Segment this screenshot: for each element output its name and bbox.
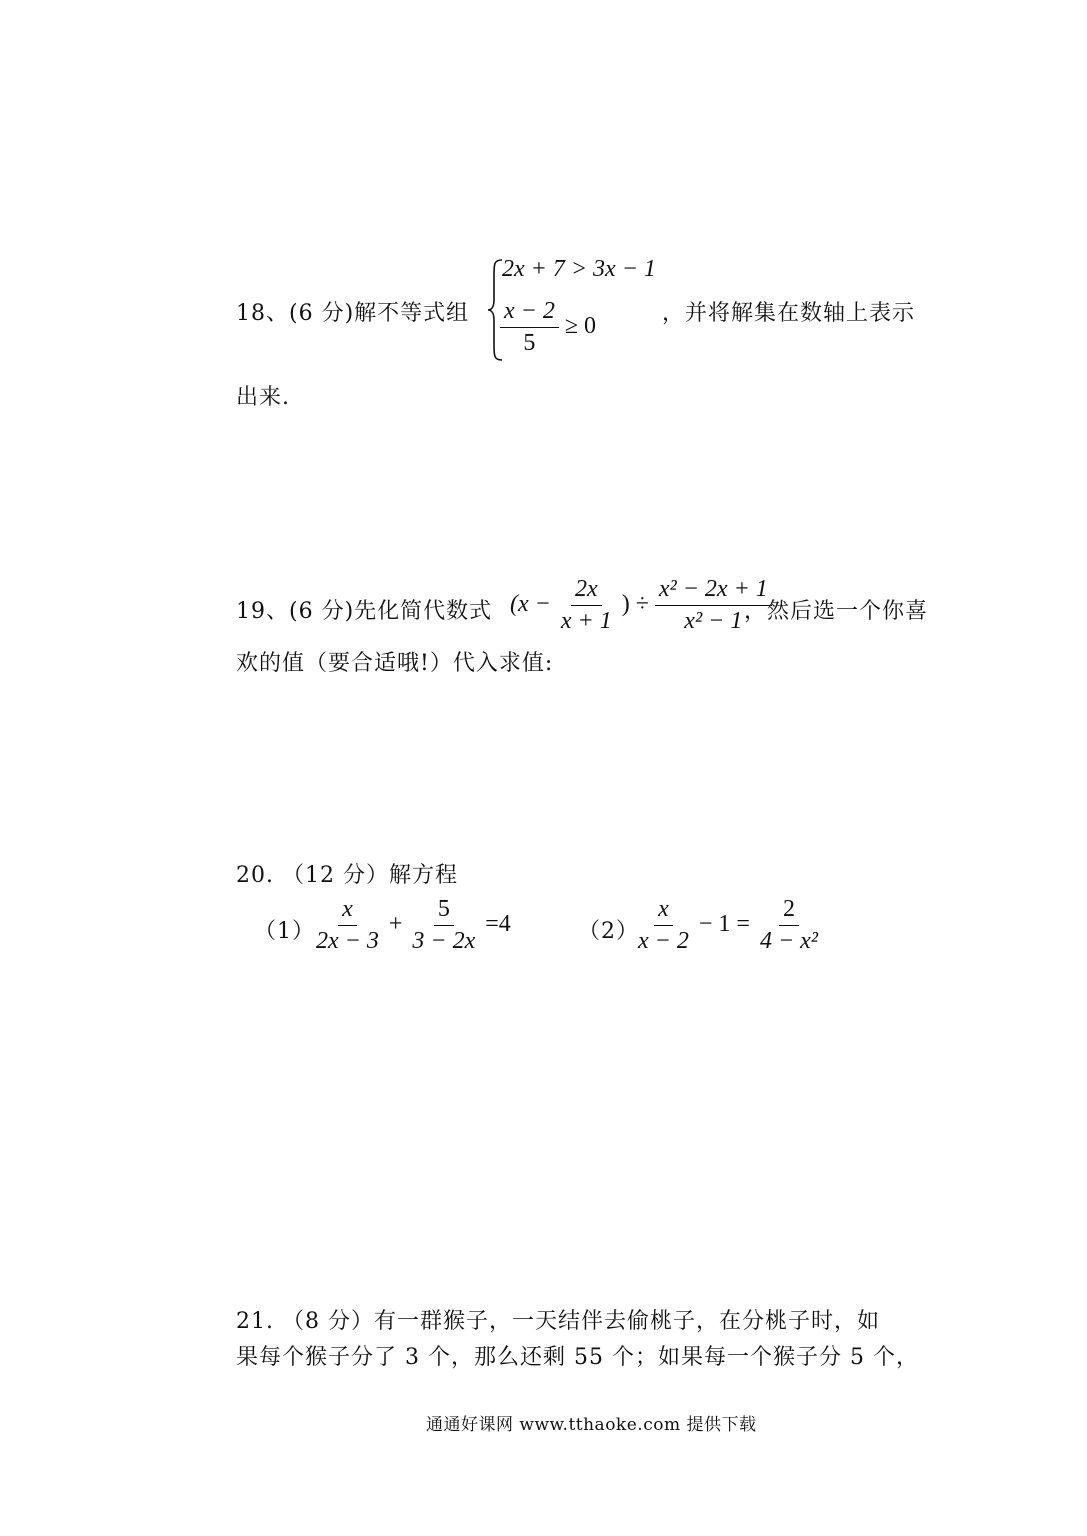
q20-part2-label: （2） xyxy=(578,919,639,944)
q19-expr-open: (x − xyxy=(510,591,551,618)
q20-p1-frac1-denominator: 2x − 3 xyxy=(316,928,379,954)
q19-expr-divide: ) ÷ xyxy=(621,591,649,618)
q20-p2-frac1-denominator: x − 2 xyxy=(638,928,689,954)
q18-suffix: ，并将解集在数轴上表示 xyxy=(662,301,916,326)
q19-frac2-denominator: x² − 1 xyxy=(684,608,743,634)
q19-prefix: 19、(6 分)先化简代数式 xyxy=(236,599,493,624)
q20-p1-frac2-numerator: 5 xyxy=(434,896,454,926)
q20-part1-label: （1） xyxy=(254,919,315,944)
q19-expression xyxy=(510,576,772,635)
q20-title: 20. （12 分）解方程 xyxy=(236,863,458,888)
page-footer: 通通好课网 www.tthaoke.com 提供下载 xyxy=(426,1415,757,1435)
q20-p2-frac2-denominator: 4 − x² xyxy=(759,928,818,954)
q18-ineq2-numerator: x − 2 xyxy=(500,298,559,328)
q21-line2: 果每个猴子分了 3 个，那么还剩 55 个；如果每一个猴子分 5 个， xyxy=(236,1345,919,1370)
q18-inequality-1: 2x + 7 > 3x − 1 xyxy=(502,256,656,282)
q18-ineq2-relation: ≥ 0 xyxy=(564,313,597,340)
q20-p2-mid: − 1 = xyxy=(698,911,750,938)
q18-prefix: 18、(6 分)解不等式组 xyxy=(236,301,470,326)
q19-frac2-numerator: x² − 2x + 1 xyxy=(655,576,772,606)
q20-p2-frac1-numerator: x xyxy=(654,896,673,926)
q18-inequality-2 xyxy=(500,298,596,357)
q19-frac1-numerator: 2x xyxy=(571,576,602,606)
q20-p1-frac1-numerator: x xyxy=(338,896,357,926)
q20-p1-rhs: =4 xyxy=(485,911,511,938)
q18-ineq2-denominator: 5 xyxy=(523,330,536,356)
q20-p1-frac2-denominator: 3 − 2x xyxy=(412,928,476,954)
q21-line1: 21. （8 分）有一群猴子，一天结伴去偷桃子，在分桃子时，如 xyxy=(236,1309,880,1334)
q18-line2: 出来. xyxy=(236,385,290,410)
q19-frac1-denominator: x + 1 xyxy=(560,608,612,634)
q19-suffix: ，然后选一个你喜 xyxy=(744,599,929,624)
q20-p2-frac2-numerator: 2 xyxy=(779,896,799,926)
q20-part2-equation xyxy=(634,896,822,955)
q19-line2: 欢的值（要合适哦!）代入求值: xyxy=(236,651,554,676)
q20-part1-equation xyxy=(312,896,511,955)
q20-p1-plus: + xyxy=(388,911,403,938)
